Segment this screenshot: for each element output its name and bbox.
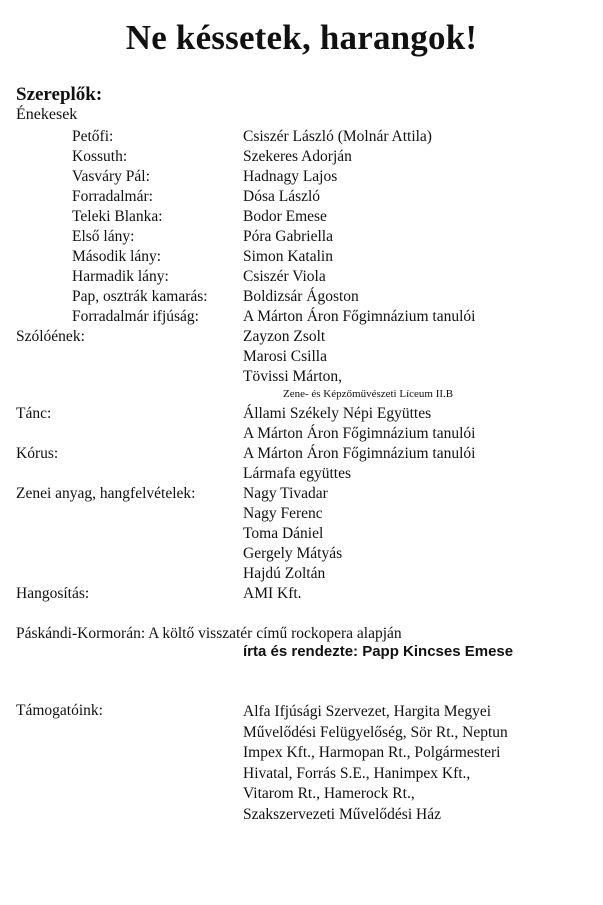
cast-name: Csiszér László (Molnár Attila) [243, 128, 432, 145]
music-name: Nagy Tivadar [243, 485, 328, 502]
soloists-label: Szólóének: [16, 328, 85, 345]
role-label: Második lány: [72, 248, 162, 265]
sponsor-line: Vitarom Rt., Hamerock Rt., [243, 785, 415, 802]
page-title: Ne késsetek, harangok! [125, 18, 478, 57]
role-label: Vasváry Pál: [72, 168, 150, 185]
role-label: Első lány: [72, 228, 135, 245]
cast-heading: Szereplők: [16, 84, 103, 105]
soloist-name: Marosi Csilla [243, 348, 327, 365]
dance-label: Tánc: [16, 405, 52, 422]
cast-name: Csiszér Viola [243, 268, 326, 285]
singers-heading: Énekesek [16, 106, 78, 123]
music-name: Nagy Ferenc [243, 505, 323, 522]
dance-name: A Márton Áron Főgimnázium tanulói [243, 425, 476, 442]
role-label: Petőfi: [72, 128, 114, 145]
music-name: Toma Dániel [243, 525, 324, 542]
cast-name: Póra Gabriella [243, 228, 333, 245]
cast-name: Hadnagy Lajos [243, 168, 338, 185]
dance-name: Állami Székely Népi Együttes [243, 405, 432, 422]
cast-name: Boldizsár Ágoston [243, 288, 359, 305]
role-label: Pap, osztrák kamarás: [72, 288, 208, 305]
role-label: Forradalmár ifjúság: [72, 308, 199, 325]
choir-label: Kórus: [16, 445, 59, 462]
choir-name: Lármafa együttes [243, 465, 352, 482]
sponsor-line: Impex Kft., Harmopan Rt., Polgármesteri [243, 744, 501, 761]
author-credit: írta és rendezte: Papp Kincses Emese [243, 643, 514, 660]
soloist-name: Zayzon Zsolt [243, 328, 326, 345]
sound-name: AMI Kft. [243, 585, 302, 602]
role-label: Kossuth: [72, 148, 128, 165]
choir-name: A Márton Áron Főgimnázium tanulói [243, 445, 476, 462]
role-label: Harmadik lány: [72, 268, 169, 285]
music-name: Gergely Mátyás [243, 545, 343, 562]
cast-name: Bodor Emese [243, 208, 327, 225]
cast-name: A Márton Áron Főgimnázium tanulói [243, 308, 476, 325]
cast-name: Szekeres Adorján [243, 148, 352, 165]
sponsors-label: Támogatóink: [16, 702, 103, 719]
sponsor-line: Szakszervezeti Művelődési Ház [243, 805, 441, 823]
sound-label: Hangosítás: [16, 585, 90, 602]
source-credit: Páskándi-Kormorán: A költő visszatér című rockopera alapján [16, 625, 402, 642]
music-name: Hajdú Zoltán [243, 565, 326, 582]
soloist-note: Zene- és Képzőművészeti Líceum II.B [283, 388, 454, 400]
role-label: Teleki Blanka: [72, 208, 163, 225]
cast-name: Dósa László [243, 188, 321, 205]
cast-name: Simon Katalin [243, 248, 333, 265]
music-label: Zenei anyag, hangfelvételek: [16, 485, 196, 502]
sponsor-line: Hivatal, Forrás S.E., Hanimpex Kft., [243, 764, 471, 782]
sponsor-line: Művelődési Felügyelőség, Sör Rt., Neptun [243, 723, 508, 741]
soloist-name: Tövissi Márton, [243, 368, 343, 385]
sponsors-list [243, 702, 543, 825]
role-label: Forradalmár: [72, 188, 153, 205]
sponsor-line: Alfa Ifjúsági Szervezet, Hargita Megyei [243, 703, 492, 720]
